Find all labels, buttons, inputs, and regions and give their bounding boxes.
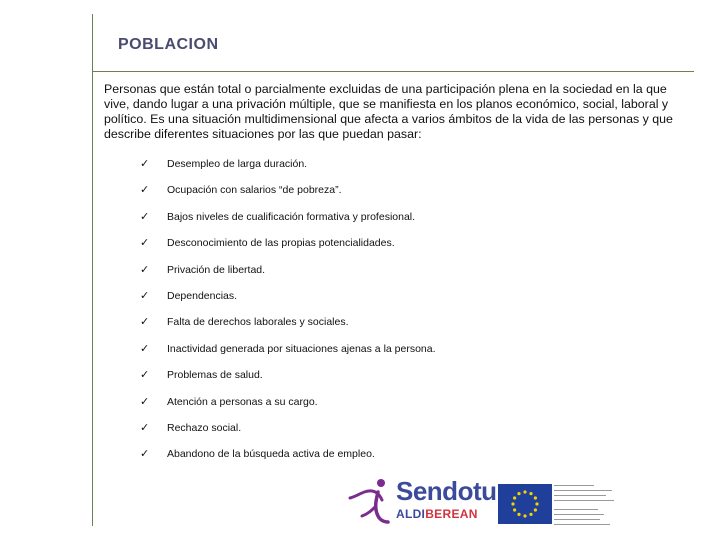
eu-star [534,496,537,499]
bullet-text: Bajos niveles de cualificación formativa y profesional. [167,210,416,223]
checkmark-icon: ✓ [140,263,150,276]
eu-star [535,502,538,505]
checkmark-icon: ✓ [140,369,150,382]
bullet-text: Dependencias. [167,289,238,302]
eu-star [511,502,514,505]
checkmark-icon: ✓ [140,421,150,434]
bullet-text: Desconocimiento de las propias potencialidades. [167,237,395,250]
checkmark-icon: ✓ [140,395,150,408]
checkmark-icon: ✓ [140,289,150,302]
checkmark-icon: ✓ [140,184,150,197]
title-rule [92,71,694,72]
logo-wordmark: Sendotu [396,476,497,506]
logo-sub-berean: BEREAN [425,507,478,521]
eu-fund-text-lines [554,485,614,529]
bullet-text: Rechazo social. [167,421,242,434]
sendotu-logo [348,476,500,526]
bullet-text: Abandono de la búsqueda activa de empleo. [167,448,375,461]
checkmark-icon: ✓ [140,210,150,223]
bullet-text: Falta de derechos laborales y sociales. [167,316,349,329]
eu-star [513,508,516,511]
logo-subtitle [396,508,478,521]
bullet-text: Desempleo de larga duración. [167,158,308,170]
bullet-text: Ocupación con salarios “de pobreza”. [167,184,342,197]
eu-star [517,513,520,516]
left-rule [92,14,93,526]
eu-star [529,513,532,516]
slide-title: POBLACION [118,36,219,53]
eu-star [523,514,526,517]
checkmark-icon: ✓ [140,316,150,329]
logo-sub-aldi: ALDI [396,507,426,521]
checkmark-icon: ✓ [140,342,150,355]
checkmark-icon: ✓ [140,237,150,250]
intro-paragraph: Personas que están total o parcialmente excluidas de una participación plena en la sociedad en la que vive, dando lugar a una privación múltiple, que se manifiesta en los planos económico, social, laboral y político. Es una situación multidimensional que afecta a varios ámbitos de la vida de las personas y que describe diferentes situaciones por las que puedan pasar: [104,82,673,141]
eu-star [523,490,526,493]
bullet-text: Privación de libertad. [167,263,266,276]
bullet-text: Atención a personas a su cargo. [167,395,318,408]
eu-star [529,492,532,495]
checkmark-icon: ✓ [140,448,150,461]
bullet-text: Problemas de salud. [167,369,263,382]
eu-flag-icon [498,484,552,524]
eu-star [517,492,520,495]
checkmark-icon: ✓ [140,158,150,170]
runner-figure-icon [348,476,394,526]
eu-star [534,508,537,511]
eu-star [513,496,516,499]
bullet-text: Inactividad generada por situaciones ajenas a la persona. [167,342,436,355]
